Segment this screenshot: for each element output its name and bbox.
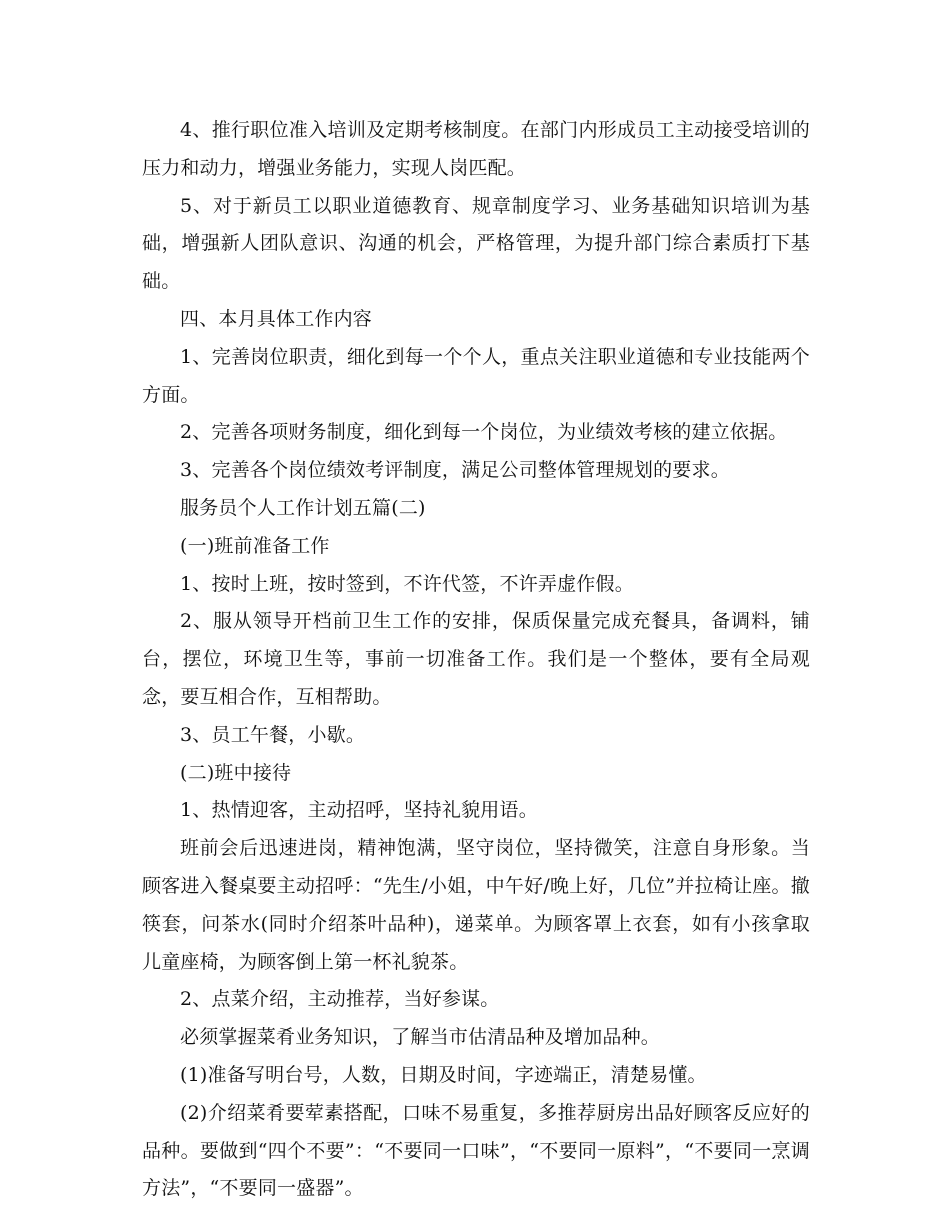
section-heading-pre-shift: (一)班前准备工作 <box>180 534 330 557</box>
paragraph-staff-lunch: 3、员工午餐，小歇。 <box>180 723 366 746</box>
section-heading-in-shift: (二)班中接待 <box>180 761 292 784</box>
paragraph-greeting: 1、热情迎客，主动招呼，坚持礼貌用语。 <box>180 799 538 822</box>
paragraph-job-duties: 1、完善岗位职责，细化到每一个个人，重点关注职业道德和专业技能两个方面。 <box>142 345 810 406</box>
paragraph-preparation: 2、服从领导开档前卫生工作的安排，保质保量完成充餐具，备调料，铺台，摆位，环境卫生等，事前一切准备工作。我们是一个整体，要有全局观念，要互相合作，互相帮助。 <box>142 610 810 708</box>
paragraph-performance-system: 3、完善各个岗位绩效考评制度，满足公司整体管理规划的要求。 <box>180 459 730 482</box>
paragraph-ordering: 2、点菜介绍，主动推荐，当好参谋。 <box>180 988 500 1011</box>
paragraph-order-writing: (1)准备写明台号，人数，日期及时间，字迹端正，清楚易懂。 <box>180 1063 707 1086</box>
paragraph-finance-system: 2、完善各项财务制度，细化到每一个岗位，为业绩效考核的建立依据。 <box>180 421 788 444</box>
section-heading-monthly-work: 四、本月具体工作内容 <box>180 307 373 330</box>
paragraph-punctual: 1、按时上班，按时签到，不许代签，不许弄虚作假。 <box>180 572 634 595</box>
paragraph-item-5: 5、对于新员工以职业道德教育、规章制度学习、业务基础知识培训为基础，增强新人团队意识、沟通的机会，严格管理，为提升部门综合素质打下基础。 <box>142 194 810 293</box>
document-body <box>142 112 810 1208</box>
paragraph-service-details: 班前会后迅速进岗，精神饱满，坚守岗位，坚持微笑，注意自身形象。当顾客进入餐桌要主动招呼：“先生/小姐，中午好/晚上好，几位”并拉椅让座。撤筷套，问茶水(同时介绍茶叶品种)，递菜单。为顾客罩上衣套，如有小孩拿取儿童座椅，为顾客倒上第一杯礼貌茶。 <box>142 837 810 973</box>
document-subtitle: 服务员个人工作计划五篇(二) <box>180 496 426 519</box>
paragraph-dish-recommendation: (2)介绍菜肴要荤素搭配，口味不易重复，多推荐厨房出品好顾客反应好的品种。要做到“四个不要”：“不要同一口味”，“不要同一原料”，“不要同一烹调方法”，“不要同一盛器”。 <box>142 1101 810 1200</box>
paragraph-menu-knowledge: 必须掌握菜肴业务知识，了解当市估清品种及增加品种。 <box>180 1026 661 1049</box>
paragraph-item-4: 4、推行职位准入培训及定期考核制度。在部门内形成员工主动接受培训的压力和动力，增强业务能力，实现人岗匹配。 <box>142 119 810 179</box>
